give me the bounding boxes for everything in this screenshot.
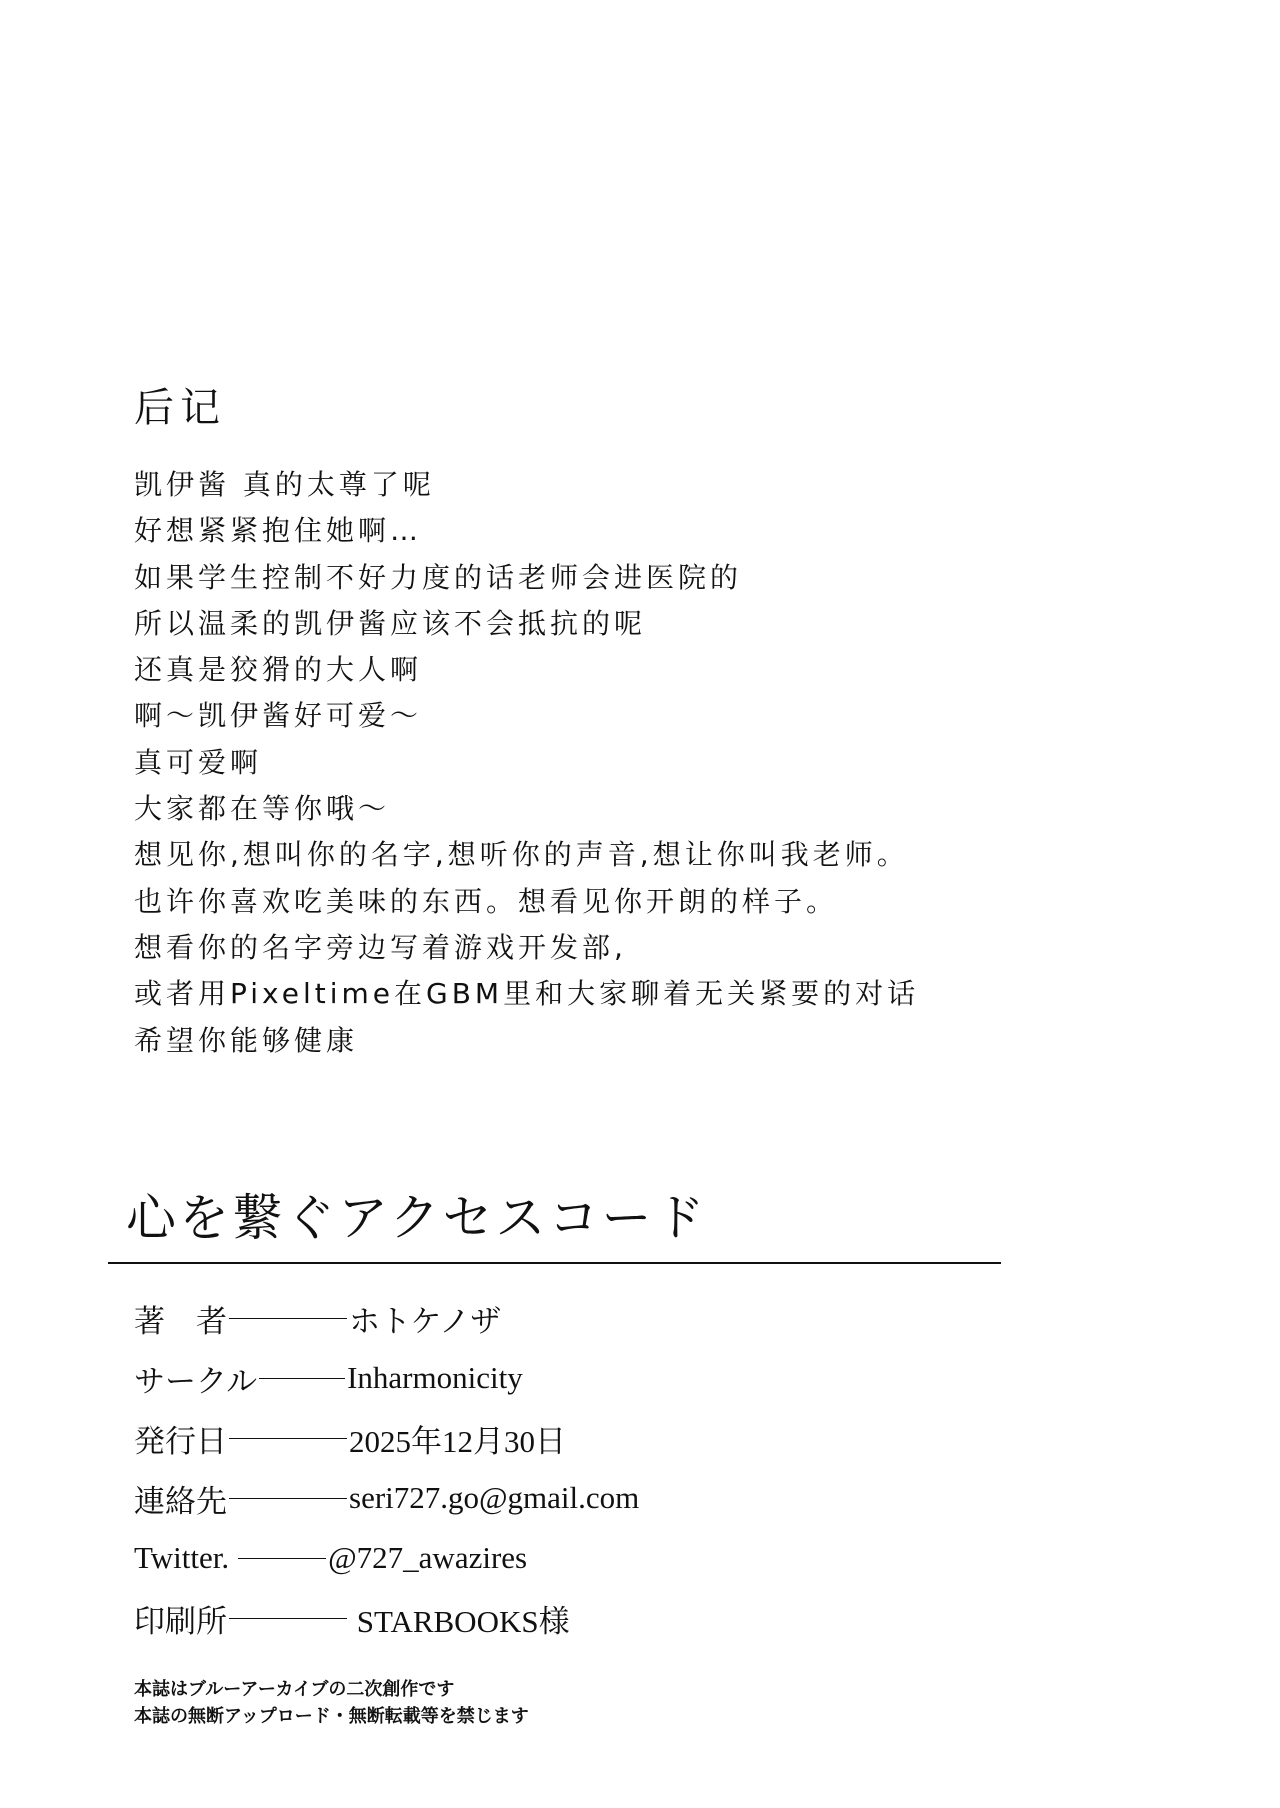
afterword-line: 也许你喜欢吃美味的东西。想看见你开朗的样子。 [134, 884, 839, 918]
title-divider [108, 1262, 1001, 1264]
colophon-label: 連絡先 [134, 1483, 227, 1519]
colophon-contact-email: seri727.go@gmail.com [349, 1480, 640, 1515]
afterword-line: 啊～凯伊酱好可爱～ [134, 699, 423, 733]
afterword-line: 想看你的名字旁边写着游戏开发部, [134, 930, 627, 964]
afterword-line: 所以温柔的凯伊酱应该不会抵抗的呢 [134, 606, 647, 640]
afterword-line: 或者用Pixeltime在GBM里和大家聊着无关紧要的对话 [134, 977, 920, 1011]
colophon-dash [238, 1558, 326, 1559]
colophon-row-twitter [134, 1528, 639, 1588]
colophon-label: 著 者 [134, 1303, 227, 1339]
colophon-label: 発行日 [134, 1423, 227, 1459]
colophon-row-contact [134, 1468, 639, 1528]
colophon-value: Inharmonicity [347, 1360, 523, 1395]
afterword-body [134, 462, 1034, 1064]
note-line: 本誌の無断アップロード・無断転載等を禁じます [134, 1706, 529, 1727]
colophon [134, 1288, 639, 1648]
colophon-dash [229, 1498, 347, 1499]
book-title: 心を繋ぐアクセスコード [126, 1189, 708, 1247]
colophon-label: 印刷所 [134, 1603, 227, 1639]
colophon-value: 2025年12月30日 [349, 1423, 566, 1459]
colophon-dash [259, 1378, 345, 1379]
afterword-line: 好想紧紧抱住她啊… [134, 514, 423, 548]
copyright-notes [134, 1676, 529, 1730]
colophon-twitter-handle: @727_awazires [328, 1540, 528, 1575]
colophon-row-printer [134, 1588, 639, 1648]
afterword-line: 还真是狡猾的大人啊 [134, 653, 423, 687]
colophon-dash [229, 1438, 347, 1439]
colophon-row-date [134, 1408, 639, 1468]
afterword-line: 凯伊酱 真的太尊了呢 [134, 468, 435, 501]
colophon-row-author [134, 1288, 639, 1348]
afterword-line: 想见你,想叫你的名字,想听你的声音,想让你叫我老师。 [134, 838, 909, 872]
afterword-line: 大家都在等你哦～ [134, 792, 391, 826]
colophon-row-circle [134, 1348, 639, 1408]
colophon-value: STARBOOKS様 [349, 1603, 570, 1639]
afterword-line: 希望你能够健康 [134, 1023, 359, 1057]
afterword-line: 如果学生控制不好力度的话老师会进医院的 [134, 560, 743, 594]
colophon-dash [229, 1618, 347, 1619]
note-line: 本誌はブルーアーカイブの二次創作です [134, 1679, 455, 1700]
colophon-value: ホトケノザ [349, 1303, 502, 1339]
colophon-dash [229, 1318, 347, 1319]
afterword-line: 真可爱啊 [134, 745, 263, 779]
colophon-label: サークル [134, 1363, 258, 1399]
afterword-title: 后记 [134, 385, 226, 431]
colophon-label: Twitter. [134, 1540, 230, 1575]
